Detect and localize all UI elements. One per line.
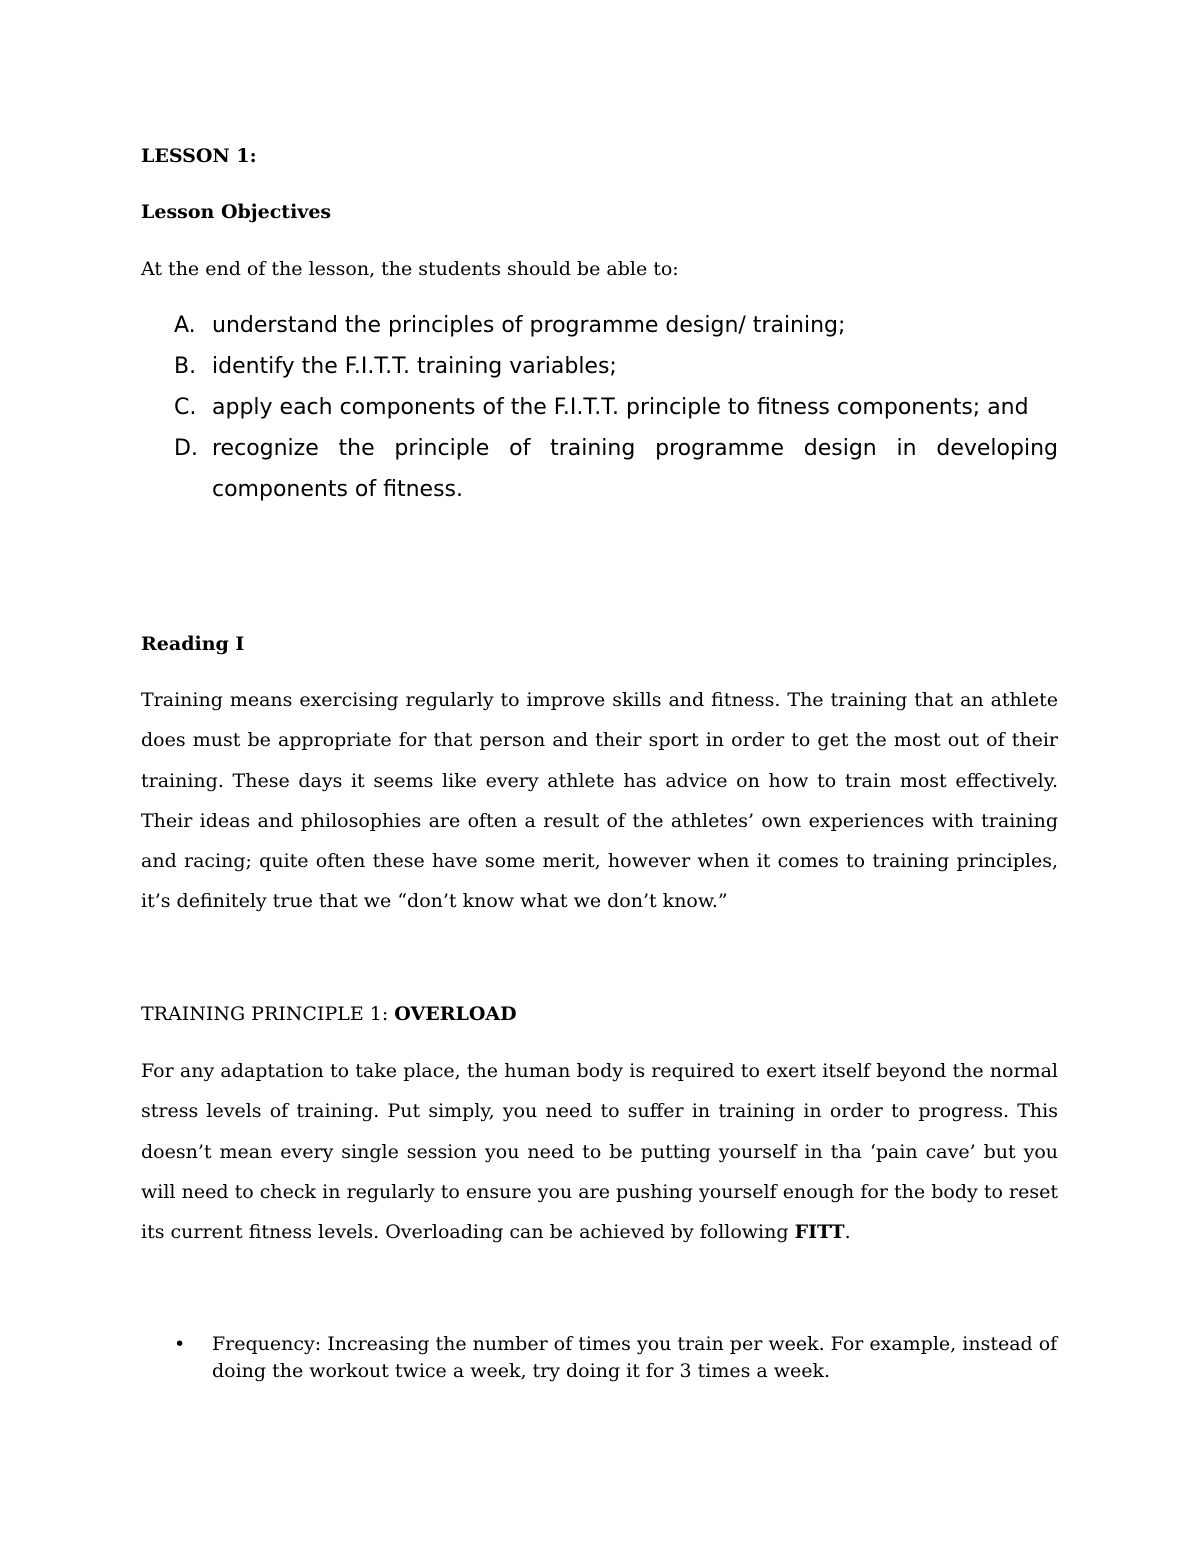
overload-paragraph — [141, 1051, 1058, 1252]
list-item — [174, 1331, 1058, 1385]
objective-text: recognize the principle of training programme design in developing components of fitness. — [212, 436, 1058, 502]
overload-paragraph-main: For any adaptation to take place, the human body is required to exert itself beyond the normal stress levels of training. Put simply, you need to suffer in training in order to progress. This doesn’t mean every single session you need to be putting yourself in tha ‘pain cave’ but you will need to check in regularly to ensure you are pushing yourself enough for the body to reset its current fitness levels. Overloading can be achieved by following — [141, 1060, 1058, 1244]
objective-text: identify the F.I.T.T. training variables; — [212, 354, 617, 379]
objective-text: apply each components of the F.I.T.T. principle to fitness components; and — [212, 395, 1029, 420]
fitt-bullet-list — [174, 1331, 1058, 1385]
reading-paragraph: Training means exercising regularly to improve skills and fitness. The training that an athlete does must be appropriate for that person and their sport in order to get the most out of their training. These days it seems like every athlete has advice on how to train most effectively. Their ideas and philosophies are often a result of the athletes’ own experiences with training and racing; quite often these have some merit, however when it comes to training principles, it’s definitely true that we “don’t know what we don’t know.” — [141, 689, 1058, 913]
principle-heading-prefix: TRAINING PRINCIPLE 1: — [141, 1003, 395, 1025]
bullet-icon: • — [174, 1333, 186, 1355]
overload-paragraph-end: . — [844, 1221, 851, 1244]
principle-heading — [141, 1003, 517, 1025]
objectives-heading: Lesson Objectives — [141, 201, 332, 223]
objectives-intro: At the end of the lesson, the students should be able to: — [141, 258, 679, 280]
lesson-title: LESSON 1: — [141, 145, 257, 167]
objective-item — [174, 305, 1058, 346]
objective-item — [174, 428, 1058, 510]
objective-item — [174, 387, 1058, 428]
objective-marker: D. — [174, 436, 198, 461]
objective-marker: C. — [174, 395, 197, 420]
objective-item — [174, 346, 1058, 387]
objective-text: understand the principles of programme design/ training; — [212, 313, 846, 338]
objective-marker: B. — [174, 354, 197, 379]
bullet-text: Frequency: Increasing the number of times you train per week. For example, instead of doing the workout twice a week, try doing it for 3 times a week. — [212, 1333, 1058, 1382]
objective-marker: A. — [174, 313, 196, 338]
objectives-list — [174, 305, 1058, 510]
principle-heading-bold: OVERLOAD — [394, 1003, 517, 1025]
overload-paragraph-bold: FITT — [794, 1221, 845, 1244]
reading-heading: Reading I — [141, 633, 245, 655]
